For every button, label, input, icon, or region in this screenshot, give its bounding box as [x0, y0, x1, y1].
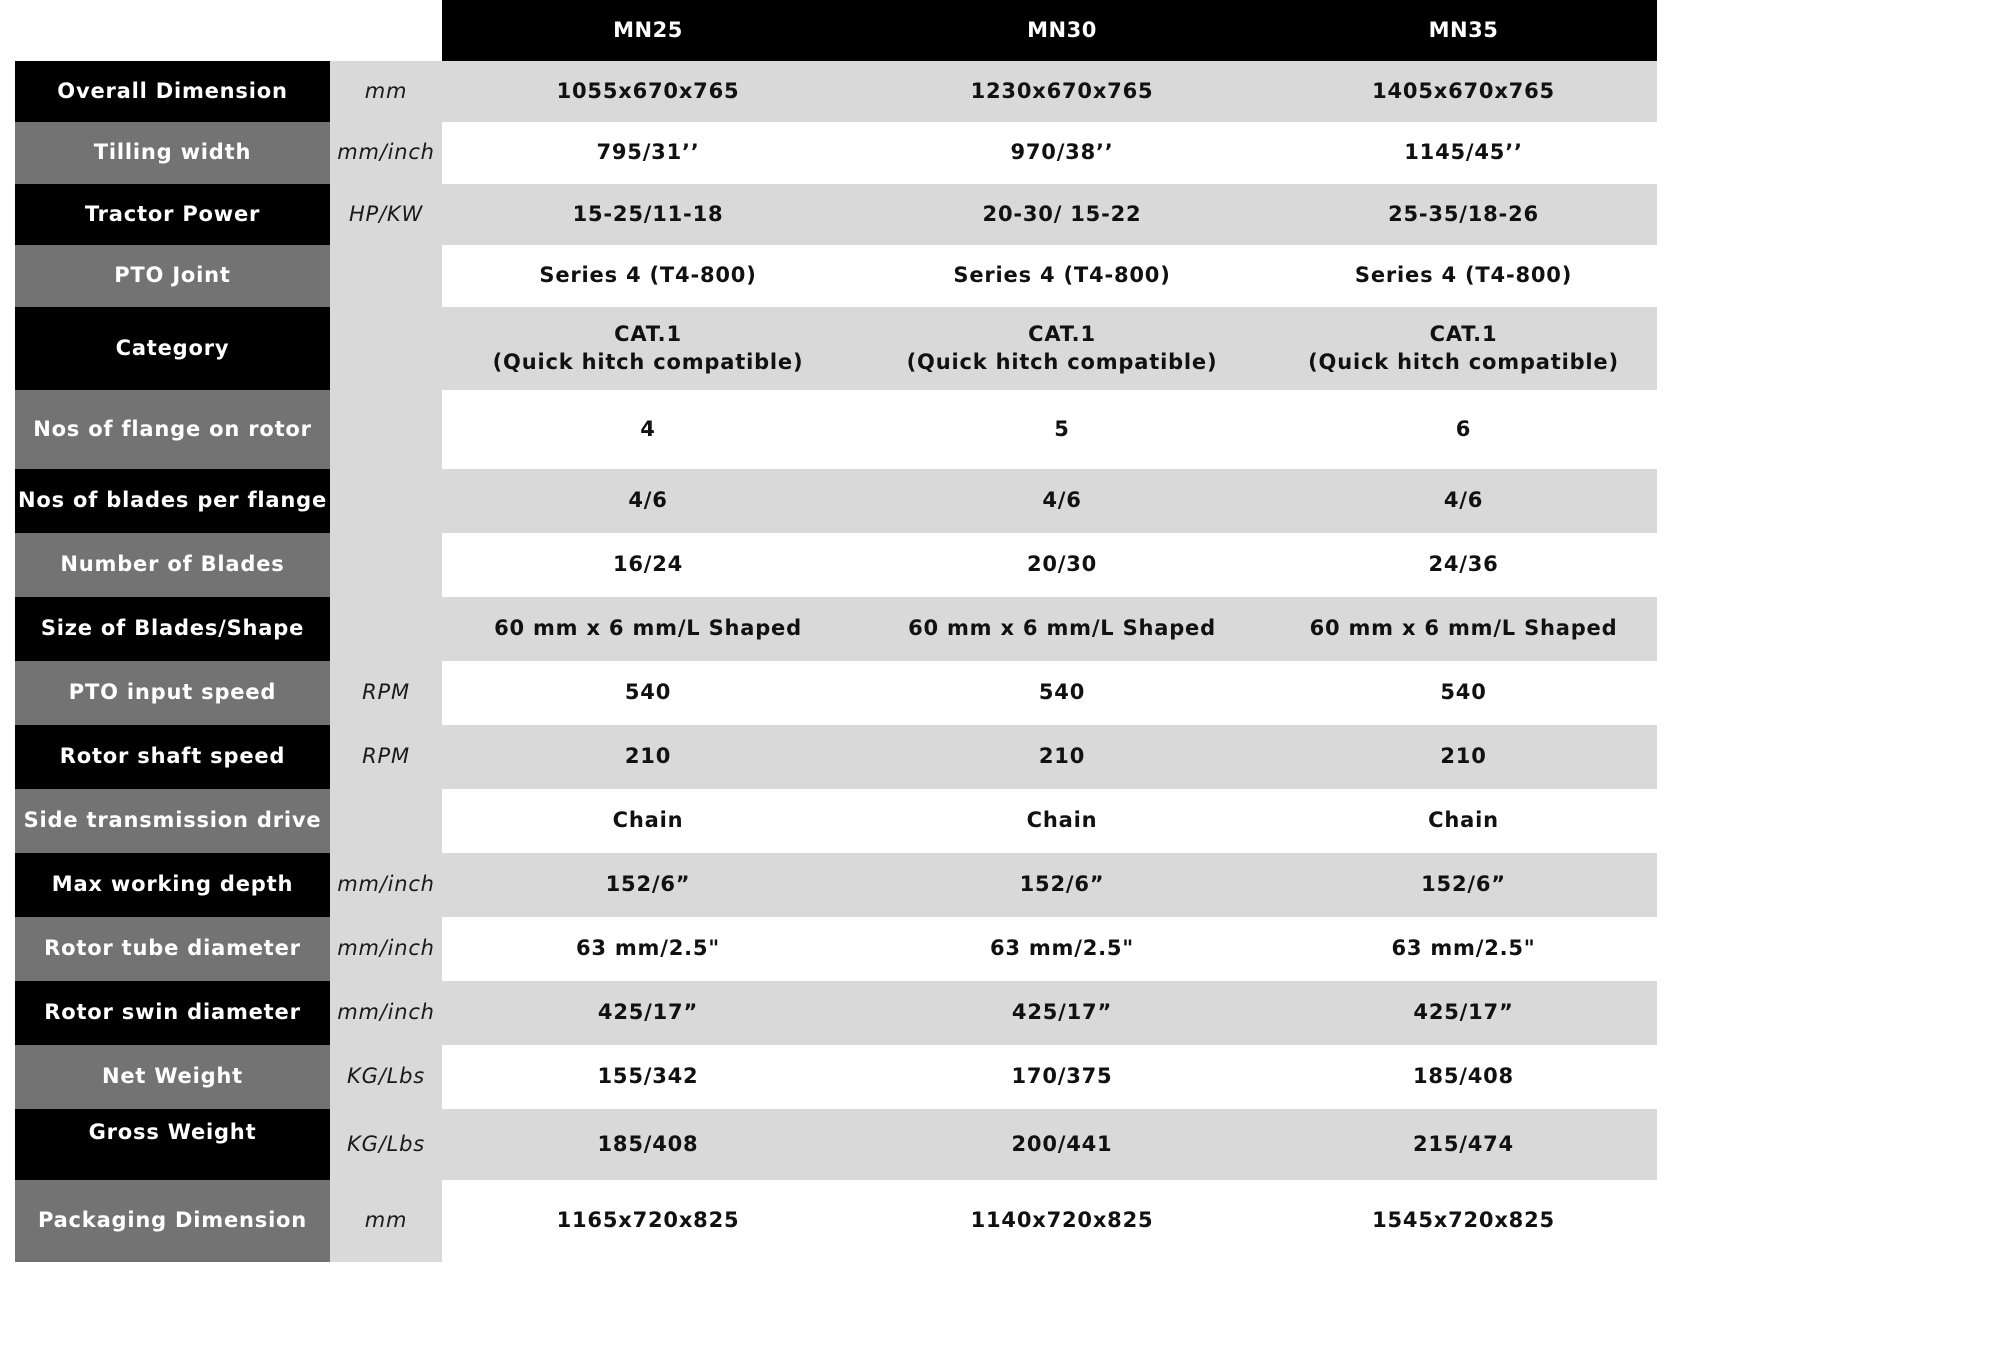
spec-value-mn25: 540: [442, 661, 854, 725]
spec-unit: RPM: [330, 725, 442, 789]
spec-value-mn25: 63 mm/2.5": [442, 917, 854, 981]
spec-value-mn25: CAT.1 (Quick hitch compatible): [442, 307, 854, 390]
spec-value-mn25: 210: [442, 725, 854, 789]
spec-unit: mm/inch: [330, 917, 442, 981]
spec-value-mn30: Chain: [854, 789, 1270, 853]
spec-value-mn30: 1230x670x765: [854, 61, 1270, 122]
spec-label: Gross Weight: [15, 1109, 330, 1180]
spec-value-mn35: CAT.1 (Quick hitch compatible): [1270, 307, 1657, 390]
spec-label: Number of Blades: [15, 533, 330, 597]
spec-value-mn25: 4: [442, 390, 854, 469]
spec-value-mn35: Series 4 (T4-800): [1270, 245, 1657, 307]
spec-value-mn25: 4/6: [442, 469, 854, 533]
spec-label: Nos of flange on rotor: [15, 390, 330, 469]
spec-label: Rotor tube diameter: [15, 917, 330, 981]
spec-label: Rotor swin diameter: [15, 981, 330, 1045]
spec-value-mn30: 540: [854, 661, 1270, 725]
spec-value-mn25: 1055x670x765: [442, 61, 854, 122]
spec-unit: mm/inch: [330, 122, 442, 184]
spec-value-mn35: 425/17”: [1270, 981, 1657, 1045]
spec-value-mn35: 185/408: [1270, 1045, 1657, 1109]
spec-value-mn25: 1165x720x825: [442, 1180, 854, 1262]
spec-label: Packaging Dimension: [15, 1180, 330, 1262]
spec-label: PTO input speed: [15, 661, 330, 725]
spec-unit: [330, 245, 442, 307]
spec-value-mn35: Chain: [1270, 789, 1657, 853]
spec-value-mn35: 152/6”: [1270, 853, 1657, 917]
spec-value-mn35: 210: [1270, 725, 1657, 789]
spec-value-mn35: 540: [1270, 661, 1657, 725]
spec-label: Rotor shaft speed: [15, 725, 330, 789]
spec-value-mn35: 1545x720x825: [1270, 1180, 1657, 1262]
spec-value-mn35: 24/36: [1270, 533, 1657, 597]
spec-unit: KG/Lbs: [330, 1045, 442, 1109]
spec-value-mn30: 170/375: [854, 1045, 1270, 1109]
spec-value-mn25: 15-25/11-18: [442, 184, 854, 245]
spec-value-mn35: 1405x670x765: [1270, 61, 1657, 122]
model-header-mn30: MN30: [854, 0, 1270, 61]
spec-value-mn35: 63 mm/2.5": [1270, 917, 1657, 981]
spec-value-mn25: 185/408: [442, 1109, 854, 1180]
spec-unit: KG/Lbs: [330, 1109, 442, 1180]
spec-value-mn30: 5: [854, 390, 1270, 469]
spec-value-mn25: Series 4 (T4-800): [442, 245, 854, 307]
spec-value-mn30: 20/30: [854, 533, 1270, 597]
spec-unit: HP/KW: [330, 184, 442, 245]
spec-label: PTO Joint: [15, 245, 330, 307]
spec-value-mn25: 425/17”: [442, 981, 854, 1045]
spec-value-mn30: CAT.1 (Quick hitch compatible): [854, 307, 1270, 390]
spec-value-mn30: 20-30/ 15-22: [854, 184, 1270, 245]
spec-label: Category: [15, 307, 330, 390]
spec-label: Nos of blades per flange: [15, 469, 330, 533]
model-header-mn25: MN25: [442, 0, 854, 61]
spec-value-mn35: 4/6: [1270, 469, 1657, 533]
spec-value-mn30: Series 4 (T4-800): [854, 245, 1270, 307]
spec-unit: [330, 307, 442, 390]
spec-label: Tilling width: [15, 122, 330, 184]
spec-value-mn30: 210: [854, 725, 1270, 789]
model-header-mn35: MN35: [1270, 0, 1657, 61]
spec-value-mn30: 63 mm/2.5": [854, 917, 1270, 981]
spec-value-mn30: 152/6”: [854, 853, 1270, 917]
spec-value-mn25: 152/6”: [442, 853, 854, 917]
spec-label: Overall Dimension: [15, 61, 330, 122]
spec-label: Net Weight: [15, 1045, 330, 1109]
spec-value-mn35: 6: [1270, 390, 1657, 469]
spec-label: Side transmission drive: [15, 789, 330, 853]
spec-label: Max working depth: [15, 853, 330, 917]
spec-value-mn25: 60 mm x 6 mm/L Shaped: [442, 597, 854, 661]
spec-unit: mm/inch: [330, 981, 442, 1045]
spec-value-mn25: 16/24: [442, 533, 854, 597]
spec-unit: RPM: [330, 661, 442, 725]
spec-value-mn35: 1145/45’’: [1270, 122, 1657, 184]
spec-unit: [330, 597, 442, 661]
spec-unit: mm: [330, 1180, 442, 1262]
spec-value-mn35: 25-35/18-26: [1270, 184, 1657, 245]
spec-unit: [330, 789, 442, 853]
spec-value-mn30: 4/6: [854, 469, 1270, 533]
spec-label: Size of Blades/Shape: [15, 597, 330, 661]
spec-unit: [330, 533, 442, 597]
spec-unit: mm/inch: [330, 853, 442, 917]
spec-value-mn35: 60 mm x 6 mm/L Shaped: [1270, 597, 1657, 661]
spec-value-mn35: 215/474: [1270, 1109, 1657, 1180]
spec-unit: mm: [330, 61, 442, 122]
spec-value-mn30: 200/441: [854, 1109, 1270, 1180]
spec-value-mn25: 155/342: [442, 1045, 854, 1109]
spec-unit: [330, 390, 442, 469]
spec-value-mn25: 795/31’’: [442, 122, 854, 184]
spec-value-mn30: 1140x720x825: [854, 1180, 1270, 1262]
spec-value-mn30: 60 mm x 6 mm/L Shaped: [854, 597, 1270, 661]
spec-label: Tractor Power: [15, 184, 330, 245]
spec-value-mn25: Chain: [442, 789, 854, 853]
spec-value-mn30: 970/38’’: [854, 122, 1270, 184]
spec-value-mn30: 425/17”: [854, 981, 1270, 1045]
spec-unit: [330, 469, 442, 533]
